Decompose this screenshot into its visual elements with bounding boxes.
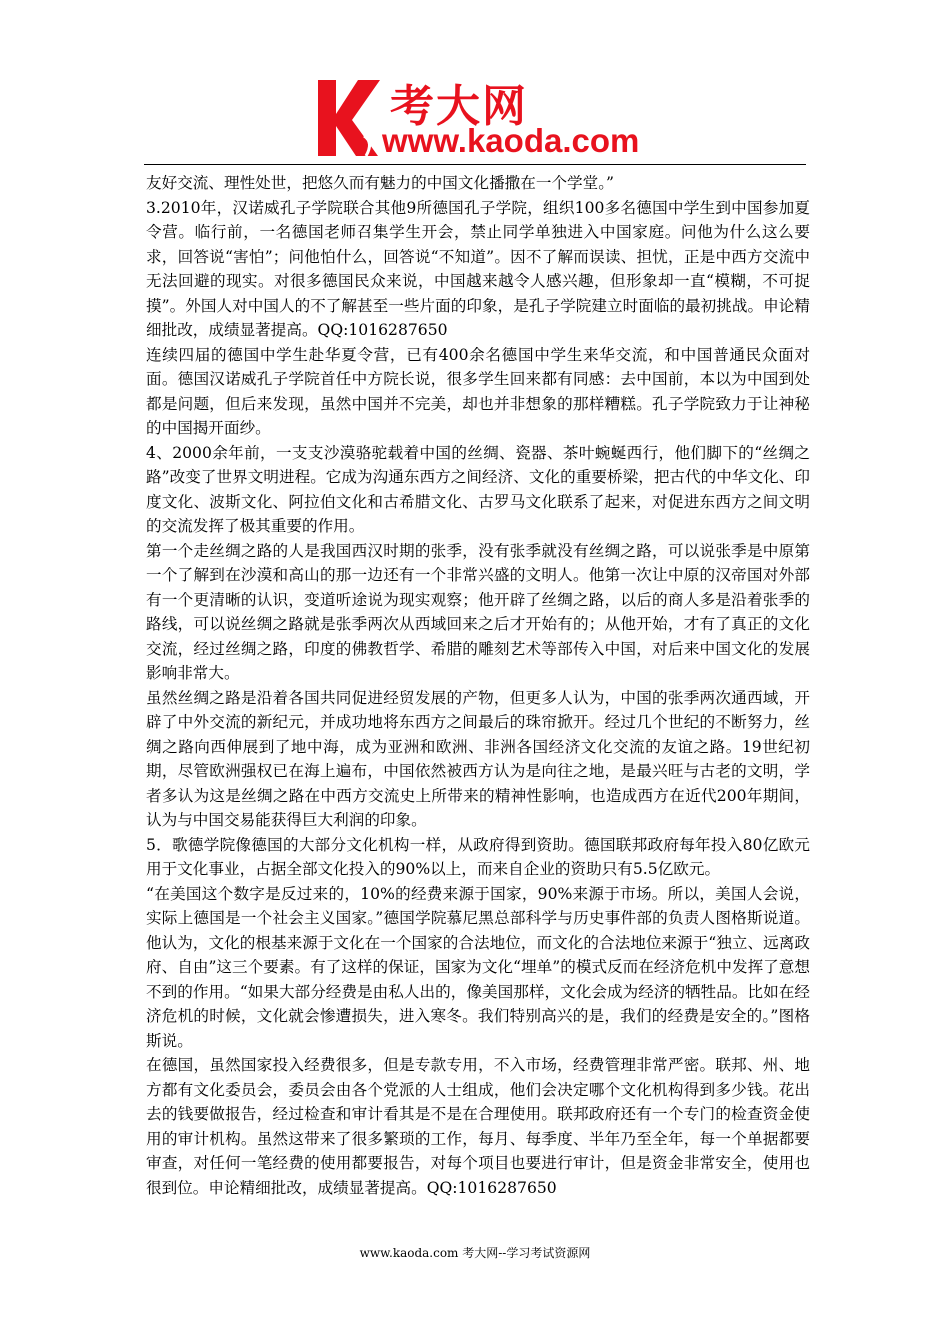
paragraph: 在德国，虽然国家投入经费很多，但是专款专用，不入市场，经费管理非常严密。联邦、州、地方都有文化委员会，委员会由各个党派的人士组成，他们会决定哪个文化机构得到多少钱。花出去的钱要做报告，经过检查和审计看其是不是在合理使用。联邦政府还有一个专门的检查资金使用的审计机构。虽然这带来了很多繁琐的工作，每月、每季度、半年乃至全年，每一个单据都要审查，对任何一笔经费的使用都要报告，对每个项目也要进行审计，但是资金非常安全，使用也很到位。申论精细批改，成绩显著提高。QQ:1016287650: [146, 1056, 810, 1197]
header-divider: [144, 164, 806, 165]
page-footer: www.kaoda.com 考大网--学习考试资源网: [359, 1246, 591, 1260]
paragraph: 5．歌德学院像德国的大部分文化机构一样，从政府得到资助。德国联邦政府每年投入80亿欧元用于文化事业，占据全部文化投入的90%以上，而来自企业的资助只有5.5亿欧元。: [146, 835, 810, 878]
paragraph: 3.2010年，汉诺威孔子学院联合其他9所德国孔子学院，组织100多名德国中学生到中国参加夏令营。临行前，一名德国老师召集学生开会，禁止同学单独进入中国家庭。问他为什么这么要求，回答说“害怕”；问他怕什么，回答说“不知道”。因不了解而误读、担忧，正是中西方交流中无法回避的现实。对很多德国民众来说，中国越来越令人感兴趣，但形象却一直“模糊，不可捉摸”。外国人对中国人的不了解甚至一些片面的印象，是孔子学院建立时面临的最初挑战。申论精细批改，成绩显著提高。QQ:1016287650: [146, 198, 810, 339]
paragraph: 连续四届的德国中学生赴华夏令营，已有400余名德国中学生来华交流，和中国普通民众面对面。德国汉诺威孔子学院首任中方院长说，很多学生回来都有同感：去中国前，本以为中国到处都是问题，但后来发现，虽然中国并不完美，却也并非想象的那样糟糕。孔子学院致力于让神秘的中国揭开面纱。: [146, 345, 810, 437]
logo-url-text: www.kaoda.com: [382, 122, 640, 159]
paragraph: 4、2000余年前，一支支沙漠骆驼载着中国的丝绸、瓷器、茶叶蜿蜒西行，他们脚下的“丝绸之路”改变了世界文明进程。它成为沟通东西方之间经济、文化的重要桥梁，把古代的中华文化、印度文化、波斯文化、阿拉伯文化和古希腊文化、古罗马文化联系了起来，对促进东西方之间文明的交流发挥了极其重要的作用。: [146, 443, 810, 535]
logo-chinese-name: 考大网: [390, 81, 528, 132]
logo-k-mark: [314, 76, 384, 160]
paragraph: 虽然丝绸之路是沿着各国共同促进经贸发展的产物，但更多人认为，中国的张季两次通西域，开辟了中外交流的新纪元，并成功地将东西方之间最后的珠帘掀开。经过几个世纪的不断努力，丝绸之路向西伸展到了地中海，成为亚洲和欧洲、非洲各国经济文化交流的友谊之路。19世纪初期，尽管欧洲强权已在海上遍布，中国依然被西方认为是向往之地，是最兴旺与古老的文明，学者多认为这是丝绸之路在中西方交流史上所带来的精神性影响，也造成西方在近代200年期间，认为与中国交易能获得巨大利润的印象。: [146, 688, 810, 829]
document-body: [146, 171, 810, 1200]
paragraph: “在美国这个数字是反过来的，10%的经费来源于国家，90%来源于市场。所以，美国人会说，实际上德国是一个社会主义国家。”德国学院慕尼黑总部科学与历史事件部的负责人图格斯说道。他认为，文化的根基来源于文化在一个国家的合法地位，而文化的合法地位来源于“独立、远离政府、自由”这三个要素。有了这样的保证，国家为文化“埋单”的模式反而在经济危机中发挥了意想不到的作用。“如果大部分经费是由私人出的，像美国那样，文化会成为经济的牺牲品。比如在经济危机的时候，文化就会惨遭损失，进入寒冬。我们特别高兴的是，我们的经费是安全的。”图格斯说。: [146, 884, 810, 1050]
paragraph: 第一个走丝绸之路的人是我国西汉时期的张季，没有张季就没有丝绸之路，可以说张季是中原第一个了解到在沙漠和高山的那一边还有一个非常兴盛的文明人。他第一次让中原的汉帝国对外部有一个更清晰的认识，变道听途说为现实观察；他开辟了丝绸之路，以后的商人多是沿着张季的路线，可以说丝绸之路就是张季两次从西域回来之后才开始有的；从他开始，才有了真正的文化交流，经过丝绸之路，印度的佛教哲学、希腊的雕刻艺术等部传入中国，对后来中国文化的发展影响非常大。: [146, 541, 810, 682]
site-logo[interactable]: [314, 76, 644, 160]
paragraph: 友好交流、理性处世，把悠久而有魅力的中国文化播撒在一个学堂。”: [146, 174, 614, 192]
